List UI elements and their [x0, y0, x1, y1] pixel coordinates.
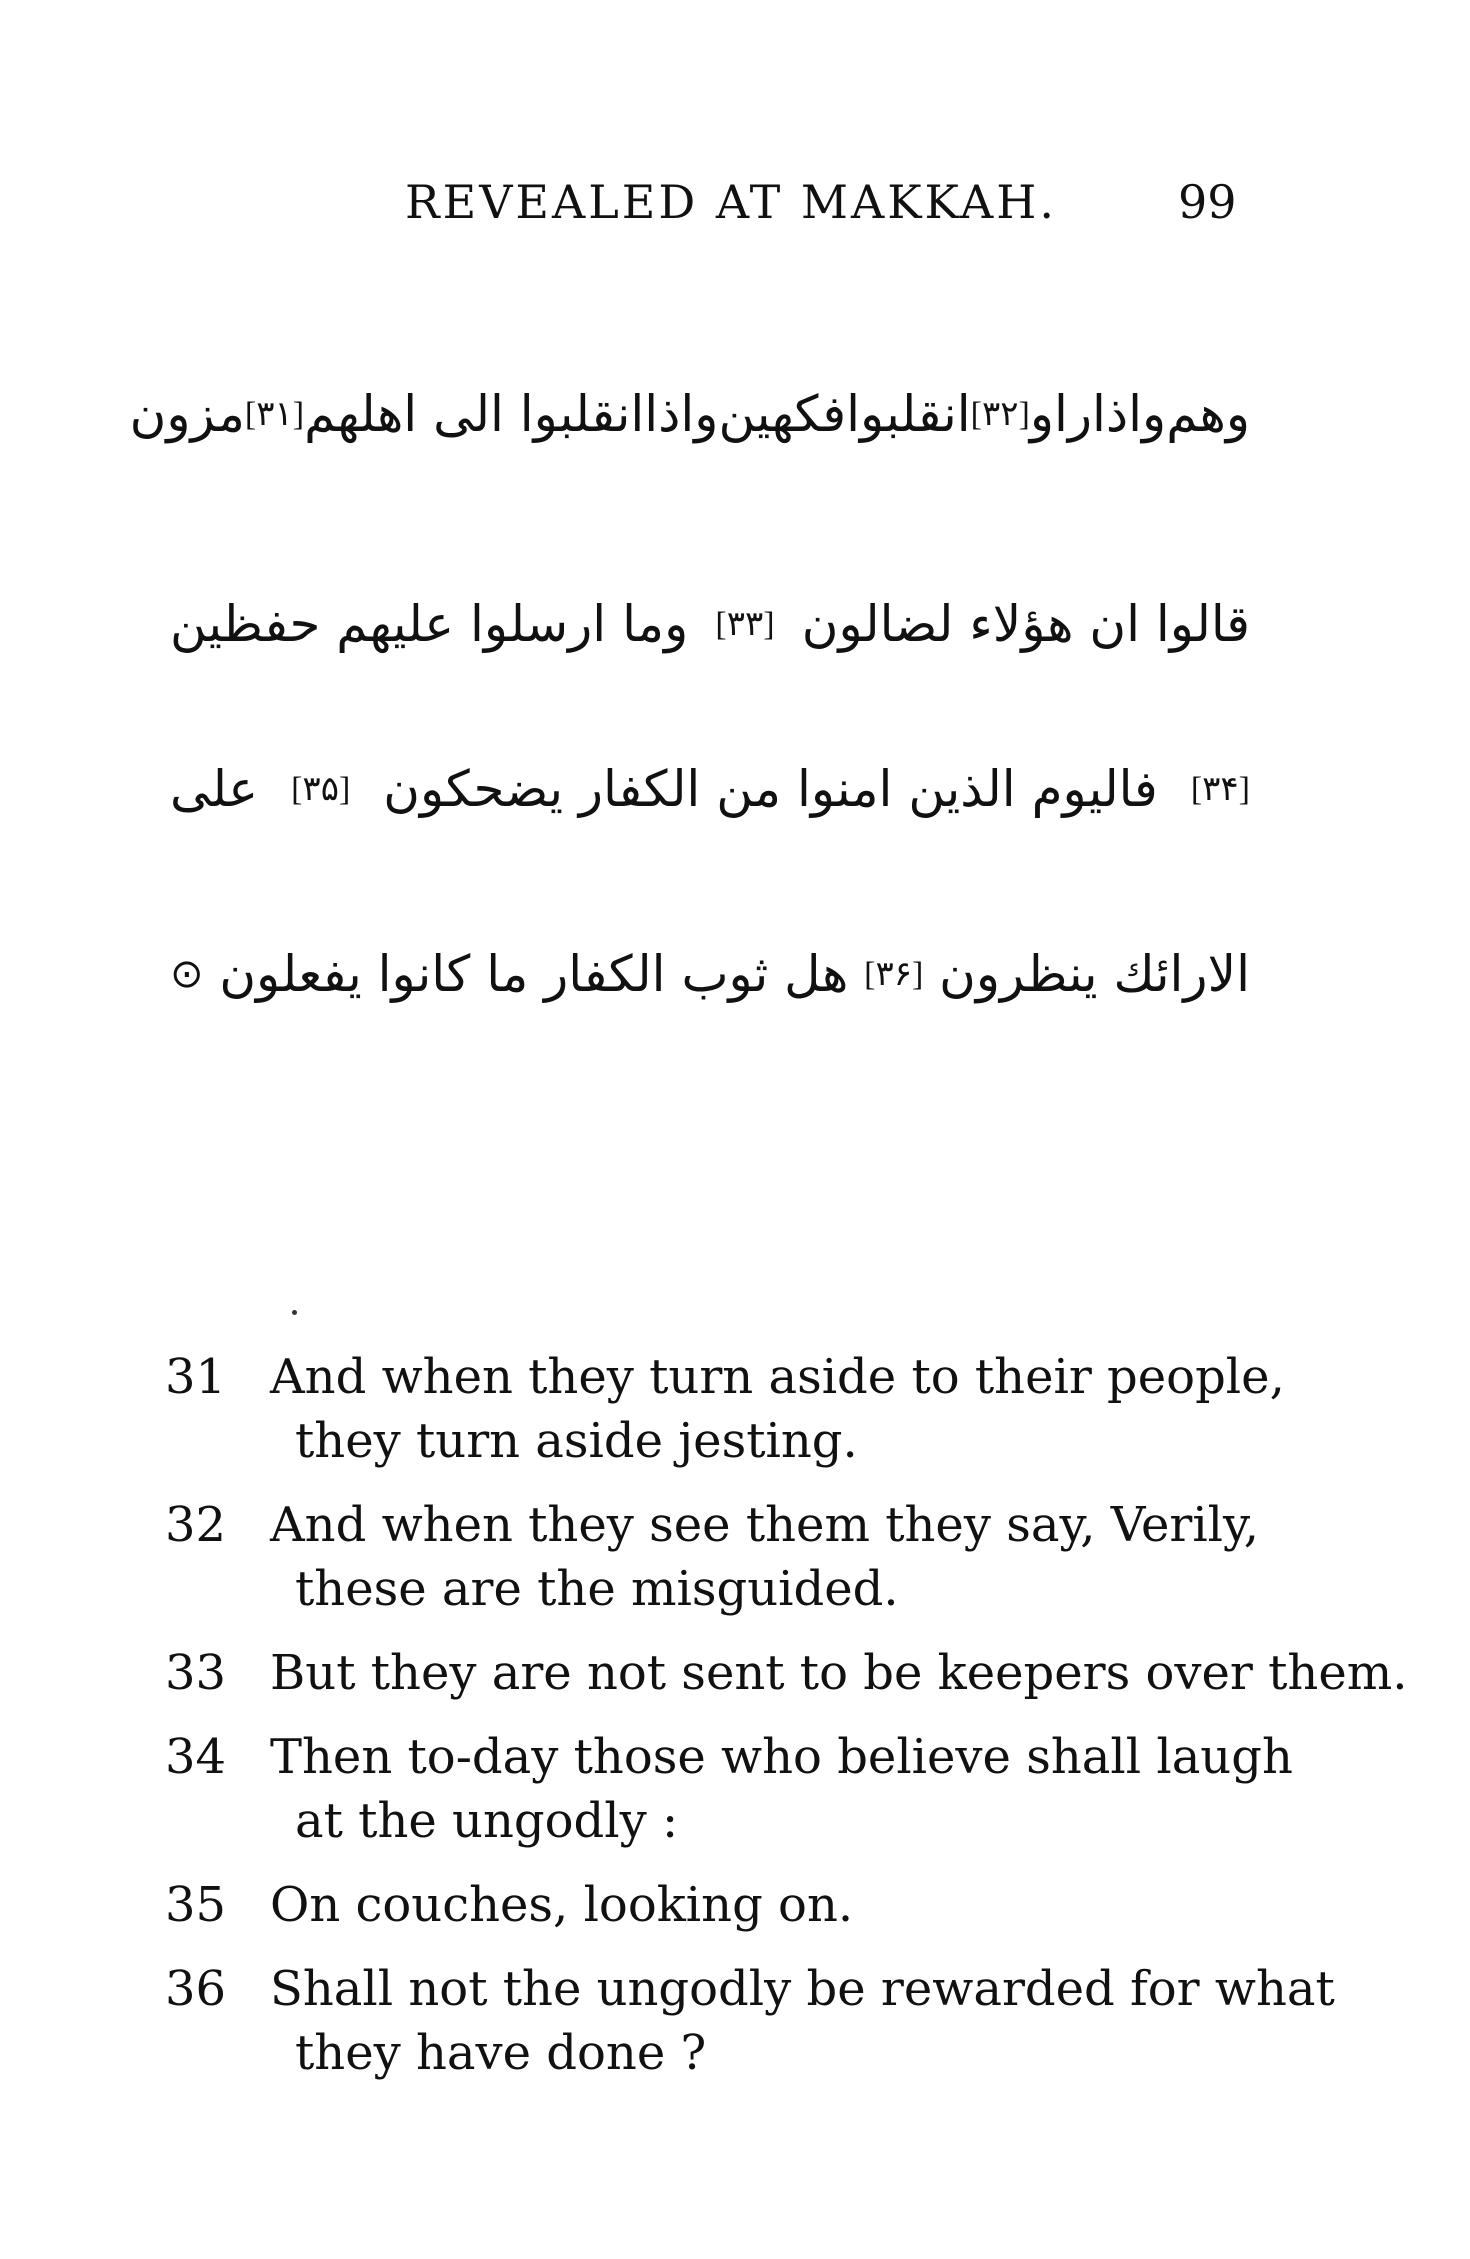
verse-line: they turn aside jesting.: [295, 1413, 858, 1469]
arabic-line: [129, 385, 1250, 443]
verse-34: [165, 1725, 1295, 1853]
verse-number: 34: [165, 1729, 227, 1785]
arabic-segment: انقلبوافكهين: [718, 385, 971, 443]
verse-marker: [۳۳]: [715, 606, 775, 643]
verse-line: at the ungodly :: [295, 1793, 679, 1849]
verse-marker: [۳۶]: [864, 956, 924, 993]
arabic-segment: فاليوم الذين امنوا من الكفار يضحكون: [383, 760, 1158, 818]
verse-number: 35: [165, 1877, 227, 1933]
verse-marker: [۳۲]: [970, 396, 1030, 433]
arabic-line: [170, 760, 1250, 818]
verse-marker: [۳۱]: [244, 396, 305, 433]
arabic-segment: على: [170, 760, 259, 818]
arabic-segment: قالوا ان هؤلاء لضالون: [801, 595, 1250, 653]
verse-marker: [۳۵]: [291, 771, 351, 808]
arabic-segment: وما ارسلوا عليهم حفظين: [170, 595, 689, 653]
verse-line: these are the misguided.: [295, 1561, 899, 1617]
verse-31: [165, 1345, 1295, 1473]
verse-line: And when they turn aside to their people,: [270, 1349, 1285, 1405]
verse-32: [165, 1493, 1295, 1621]
verse-33: [165, 1641, 1408, 1705]
arabic-segment: هل ثوب الكفار ما كانوا يفعلون: [219, 945, 849, 1003]
arabic-segment: مزون: [129, 385, 245, 443]
verse-number: 32: [165, 1497, 227, 1553]
verse-line: Shall not the ungodly be rewarded for what: [270, 1961, 1335, 2017]
end-of-page-mark: ⊙: [170, 951, 204, 997]
translation-verses: [165, 1345, 1408, 2105]
stray-dot: [292, 1310, 297, 1315]
verse-number: 33: [165, 1645, 227, 1701]
arabic-segment: واذاانقلبوا الی اهلهم: [304, 385, 719, 443]
verse-line: On couches, looking on.: [270, 1877, 854, 1933]
verse-35: [165, 1873, 1295, 1937]
arabic-segment: واذاراو: [1029, 385, 1167, 443]
verse-36: [165, 1957, 1335, 2085]
verse-line: And when they see them they say, Verily,: [270, 1497, 1260, 1553]
page-number: 99: [1178, 175, 1237, 229]
running-head: REVEALED AT MAKKAH.: [405, 175, 1058, 229]
arabic-segment: الارائك ينظرون: [939, 945, 1250, 1003]
verse-marker: [۳۴]: [1190, 771, 1250, 808]
arabic-line: [170, 945, 1250, 1003]
page-header: [0, 175, 1470, 255]
verse-number: 31: [165, 1349, 227, 1405]
verse-line: But they are not sent to be keepers over them.: [270, 1645, 1408, 1701]
arabic-line: [170, 595, 1250, 653]
verse-number: 36: [165, 1961, 227, 2017]
verse-line: they have done ?: [295, 2025, 707, 2081]
arabic-segment: وهم: [1166, 385, 1250, 443]
verse-line: Then to-day those who believe shall laugh: [270, 1729, 1293, 1785]
